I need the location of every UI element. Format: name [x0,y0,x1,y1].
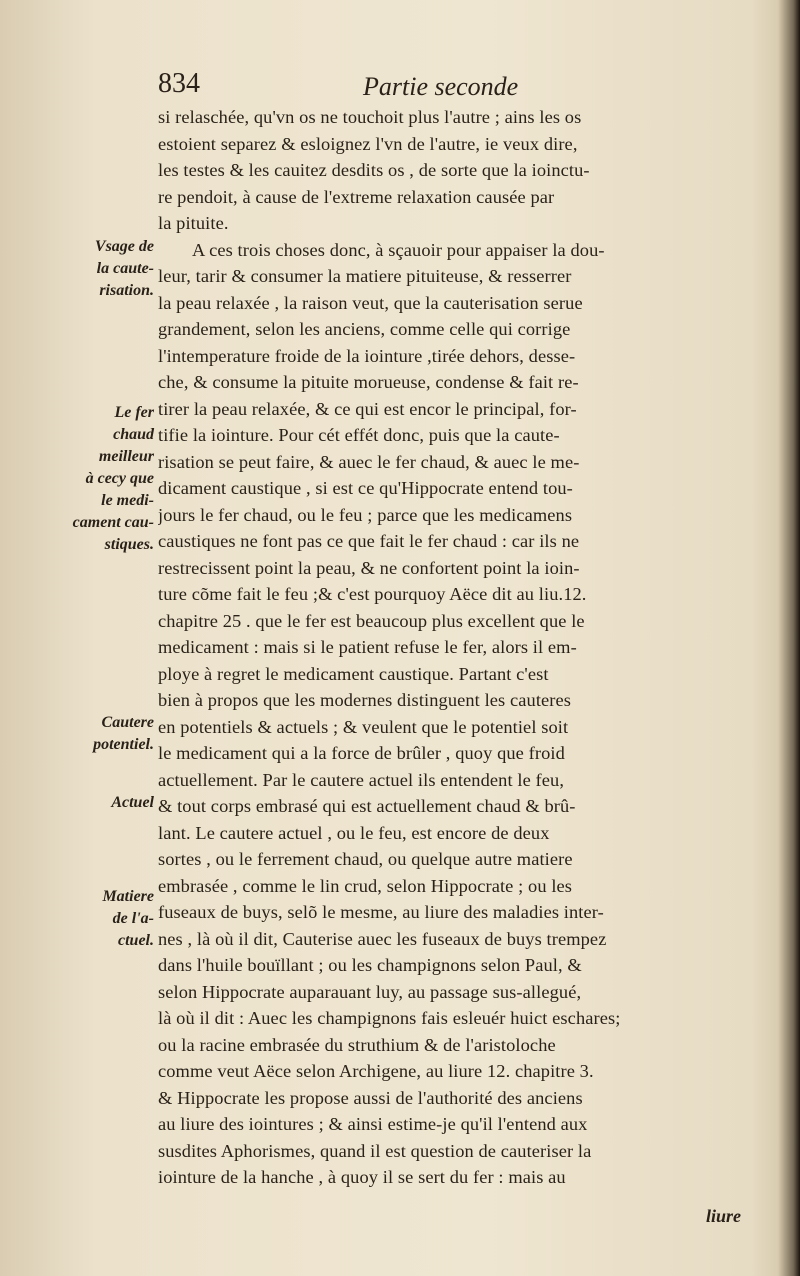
text-line: selon Hippocrate auparauant luy, au passage sus-allegué, [158,981,582,1002]
marginal-note [46,886,154,952]
text-line: l'intemperature froide de la iointure ,tirée dehors, desse- [158,345,576,366]
text-line: risation se peut faire, & auec le fer chaud, & auec le me- [158,451,580,472]
text-line: chapitre 25 . que le fer est beaucoup plus excellent que le [158,610,585,631]
text-line: les testes & les cauitez desdits os , de sorte que la ioinctu- [158,160,590,180]
marginal-note-line: Actuel [111,794,154,811]
marginal-note-line: risation. [99,282,154,299]
text-line: sortes , ou le ferrement chaud, ou quelque autre matiere [158,849,573,869]
text-line: re pendoit, à cause de l'extreme relaxation causée par [158,186,555,207]
marginal-note-line: Cautere [101,714,154,731]
text-line: A ces trois choses donc, à sçauoir pour appaiser la dou- [192,239,605,260]
marginal-note-line: de l'a- [112,910,154,927]
book-spine-shadow [778,0,800,1276]
text-line: dicament caustique , si est ce qu'Hippocrate entend tou- [158,478,573,498]
text-line: ture cõme fait le feu ;& c'est pourquoy Aëce dit au liu.12. [158,584,587,604]
text-line: au liure des iointures ; & ainsi estime-je qu'il l'entend aux [158,1114,588,1134]
text-line: nes , là où il dit, Cauterise auec les fuseaux de buys trempez [158,928,607,949]
text-line: la pituite. [158,213,229,233]
marginal-note [46,402,154,556]
text-line: estoient separez & esloignez l'vn de l'autre, ie veux dire, [158,133,578,154]
text-line: iointure de la hanche , à quoy il se sert du fer : mais au [158,1167,566,1187]
marginal-note-line: à cecy que [85,470,154,487]
marginal-note-line: Vsage de [94,238,154,255]
text-line: lant. Le cautere actuel , ou le feu, est encore de deux [158,822,550,843]
marginal-note-line: Matiere [102,888,154,905]
text-line: bien à propos que les modernes distinguent les cauteres [158,690,572,710]
text-line: si relaschée, qu'vn os ne touchoit plus l'autre ; ains les os [158,107,582,127]
text-line: ploye à regret le medicament caustique. Partant c'est [158,663,549,684]
marginal-note-line: meilleur [98,448,154,465]
text-line: là où il dit : Auec les champignons fais esleuér huict eschares; [158,1008,621,1028]
catchword: liure [706,1206,742,1226]
marginal-note-line: la caute- [96,260,154,277]
marginal-note [46,236,154,302]
text-line: comme veut Aëce selon Archigene, au liure 12. chapitre 3. [158,1061,594,1081]
text-line: le medicament qui a la force de brûler , quoy que froid [158,743,565,763]
text-line: grandement, selon les anciens, comme celle qui corrige [158,319,571,339]
marginal-note-line: chaud [113,426,154,443]
marginal-note-line: Le fer [114,404,154,421]
text-line: jours le fer chaud, ou le feu ; parce que les medicamens [158,504,573,525]
text-line: dans l'huile bouïllant ; ou les champignons selon Paul, & [158,955,582,975]
marginal-note-line: le medi- [101,492,154,509]
text-line: che, & consume la pituite morueuse, condense & fait re- [158,372,579,392]
marginal-note-line: potentiel. [93,736,154,753]
text-line: fuseaux de buys, selõ le mesme, au liure des maladies inter- [158,902,604,922]
marginal-note [46,792,154,814]
marginal-note-line: stiques. [104,536,154,553]
text-line: ou la racine embrasée du struthium & de l'aristoloche [158,1034,556,1055]
text-line: en potentiels & actuels ; & veulent que le potentiel soit [158,716,569,737]
text-line: la peau relaxée , la raison veut, que la cauterisation serue [158,292,583,313]
marginal-note-line: ctuel. [118,932,154,949]
text-line: & Hippocrate les propose aussi de l'authorité des anciens [158,1087,583,1108]
text-line: leur, tarir & consumer la matiere pituiteuse, & resserrer [158,266,572,286]
marginal-note-line: cament cau- [72,514,154,531]
body-text [158,104,754,1191]
text-line: embrasée , comme le lin crud, selon Hippocrate ; ou les [158,875,573,896]
text-line: actuellement. Par le cautere actuel ils entendent le feu, [158,769,565,790]
text-line: caustiques ne font pas ce que fait le fer chaud : car ils ne [158,531,580,551]
text-line: tifie la iointure. Pour cét effét donc, puis que la caute- [158,425,560,445]
page-number: 834 [158,68,200,99]
text-line: medicament : mais si le patient refuse le fer, alors il em- [158,637,577,657]
page-header [158,68,758,108]
text-line: restrecissent point la peau, & ne confortent point la ioin- [158,557,580,578]
running-title: Partie seconde [363,72,519,101]
text-line: & tout corps embrasé qui est actuellement chaud & brû- [158,796,576,816]
text-line: tirer la peau relaxée, & ce qui est encor le principal, for- [158,398,577,419]
text-line: susdites Aphorismes, quand il est question de cauteriser la [158,1140,592,1161]
marginal-note [46,712,154,756]
